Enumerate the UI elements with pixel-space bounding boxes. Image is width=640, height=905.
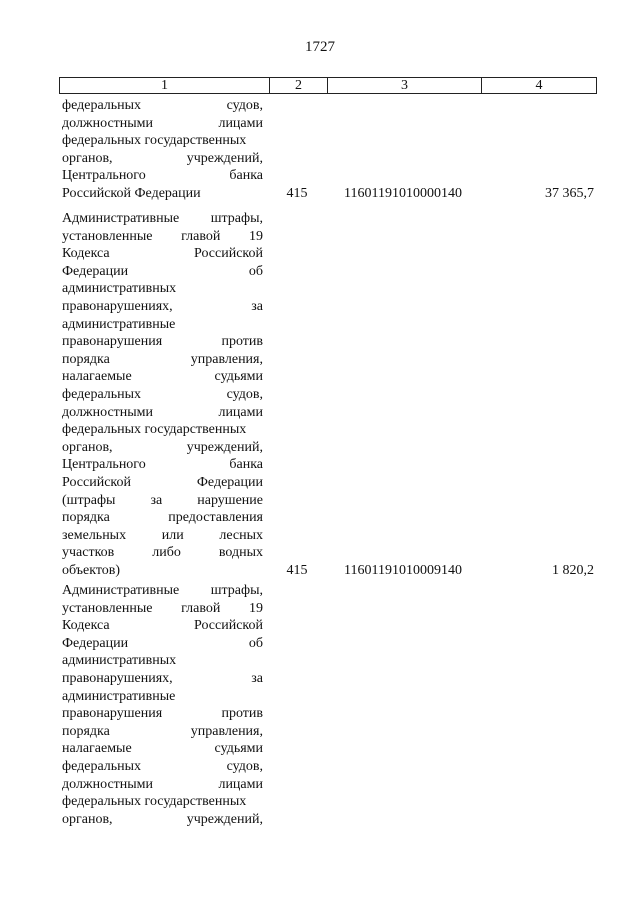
description-word: предоставления xyxy=(168,510,263,526)
description-line xyxy=(62,723,263,741)
description-word: участков xyxy=(62,545,115,561)
description-word: лицами xyxy=(218,776,263,792)
row-code: 415 xyxy=(286,186,308,201)
description-word: судов, xyxy=(226,386,263,402)
description-word: управления, xyxy=(190,723,263,739)
description-word: федеральных xyxy=(62,98,142,113)
description-word: правонарушениях, xyxy=(62,670,173,686)
row-description xyxy=(62,210,263,579)
description-word: федеральных xyxy=(62,758,142,774)
description-word: органов, xyxy=(62,150,113,166)
row-amount: 37 365,7 xyxy=(545,186,594,201)
description-line xyxy=(62,456,263,474)
description-word: Российской xyxy=(194,246,263,262)
description-line xyxy=(62,386,263,404)
description-line xyxy=(62,439,263,457)
description-line xyxy=(62,776,263,794)
description-word: административных xyxy=(62,281,177,297)
row-kbk: 11601191010009140 xyxy=(344,563,462,578)
header-col-3: 3 xyxy=(327,78,481,93)
description-word: учреждений, xyxy=(186,811,263,827)
description-line xyxy=(62,245,263,263)
row-description xyxy=(62,582,263,828)
description-word: земельных xyxy=(62,527,127,543)
description-word: административные xyxy=(62,316,176,332)
description-word: судов, xyxy=(226,758,263,774)
description-word: административные xyxy=(62,688,176,704)
description-word: правонарушения xyxy=(62,334,163,350)
description-line xyxy=(62,228,263,246)
description-line xyxy=(62,544,263,562)
description-word: или xyxy=(161,527,184,543)
description-word: Центрального xyxy=(62,168,146,184)
description-word: Российской xyxy=(62,474,131,490)
description-word: главой xyxy=(181,600,221,616)
description-word: учреждений, xyxy=(186,150,263,166)
description-word: лицами xyxy=(218,404,263,420)
description-word: Федерации xyxy=(196,474,263,490)
description-line xyxy=(62,562,263,580)
description-word: установленные xyxy=(62,228,153,244)
description-word: федеральных xyxy=(62,386,142,402)
description-word: водных xyxy=(218,545,263,561)
description-word: судьями xyxy=(214,741,263,757)
description-line xyxy=(62,263,263,281)
description-word: (штрафы xyxy=(62,492,116,508)
description-word: порядка xyxy=(62,723,110,739)
description-word: об xyxy=(248,263,263,279)
description-line xyxy=(62,617,263,635)
description-word: правонарушениях, xyxy=(62,298,173,314)
description-word: органов, xyxy=(62,811,113,827)
page-number: 1727 xyxy=(305,39,335,55)
description-line xyxy=(62,280,263,298)
description-line xyxy=(62,793,263,811)
description-word: налагаемые xyxy=(62,369,132,385)
description-word: за xyxy=(251,298,263,314)
description-word: лесных xyxy=(219,527,263,543)
description-line xyxy=(62,740,263,758)
description-word: федеральных государственных xyxy=(62,422,247,438)
row-amount: 1 820,2 xyxy=(552,563,594,578)
header-col-4: 4 xyxy=(481,78,596,93)
description-line xyxy=(62,97,263,115)
description-word: штрафы, xyxy=(210,583,263,598)
description-word: против xyxy=(221,706,263,722)
description-word: Российской xyxy=(194,618,263,634)
description-word: за xyxy=(251,670,263,686)
description-line xyxy=(62,167,263,185)
description-word: лицами xyxy=(218,115,263,131)
description-word: главой xyxy=(181,228,221,244)
description-word: Центрального xyxy=(62,457,146,473)
description-line xyxy=(62,635,263,653)
description-word: правонарушения xyxy=(62,706,163,722)
description-line xyxy=(62,492,263,510)
description-word: штрафы, xyxy=(210,211,263,226)
description-word: органов, xyxy=(62,439,113,455)
description-word: налагаемые xyxy=(62,741,132,757)
description-word: порядка xyxy=(62,510,110,526)
description-word: должностными xyxy=(62,404,154,420)
description-line xyxy=(62,404,263,422)
description-line xyxy=(62,298,263,316)
description-word: должностными xyxy=(62,115,154,131)
description-line xyxy=(62,582,263,600)
description-word: федеральных государственных xyxy=(62,133,247,149)
description-word: Административные xyxy=(62,211,180,226)
description-word: судьями xyxy=(214,369,263,385)
description-word: 19 xyxy=(248,228,263,244)
description-line xyxy=(62,185,263,203)
description-word: Кодекса xyxy=(62,246,110,262)
description-word: порядка xyxy=(62,351,110,367)
description-word: банка xyxy=(229,168,263,184)
description-line xyxy=(62,509,263,527)
row-code: 415 xyxy=(286,563,308,578)
description-line xyxy=(62,527,263,545)
description-line xyxy=(62,316,263,334)
description-word: банка xyxy=(229,457,263,473)
description-word: за xyxy=(150,492,163,508)
description-word: установленные xyxy=(62,600,153,616)
description-word: об xyxy=(248,635,263,651)
description-word: Кодекса xyxy=(62,618,110,634)
description-word: Федерации xyxy=(62,263,129,279)
description-word: судов, xyxy=(226,98,263,113)
description-word: либо xyxy=(152,545,181,561)
description-word: 19 xyxy=(248,600,263,616)
row-kbk: 11601191010000140 xyxy=(344,186,462,201)
description-word: федеральных государственных xyxy=(62,794,247,810)
description-word: учреждений, xyxy=(186,439,263,455)
description-line xyxy=(62,474,263,492)
description-line xyxy=(62,600,263,618)
description-word: управления, xyxy=(190,351,263,367)
description-line xyxy=(62,652,263,670)
table-header xyxy=(59,77,597,94)
description-word: объектов) xyxy=(62,562,121,578)
description-line xyxy=(62,210,263,228)
description-word: против xyxy=(221,334,263,350)
description-line xyxy=(62,333,263,351)
description-word: должностными xyxy=(62,776,154,792)
description-word: Российской Федерации xyxy=(62,185,201,201)
description-line xyxy=(62,688,263,706)
description-line xyxy=(62,368,263,386)
header-col-2: 2 xyxy=(269,78,327,93)
description-line xyxy=(62,421,263,439)
description-line xyxy=(62,351,263,369)
row-description xyxy=(62,97,263,203)
description-word: Федерации xyxy=(62,635,129,651)
description-word: Административные xyxy=(62,583,180,598)
description-line xyxy=(62,705,263,723)
description-word: административных xyxy=(62,653,177,669)
description-line xyxy=(62,150,263,168)
description-line xyxy=(62,758,263,776)
header-col-1: 1 xyxy=(161,78,168,93)
description-line xyxy=(62,811,263,829)
description-line xyxy=(62,132,263,150)
description-line xyxy=(62,115,263,133)
description-line xyxy=(62,670,263,688)
description-word: нарушение xyxy=(197,492,263,508)
